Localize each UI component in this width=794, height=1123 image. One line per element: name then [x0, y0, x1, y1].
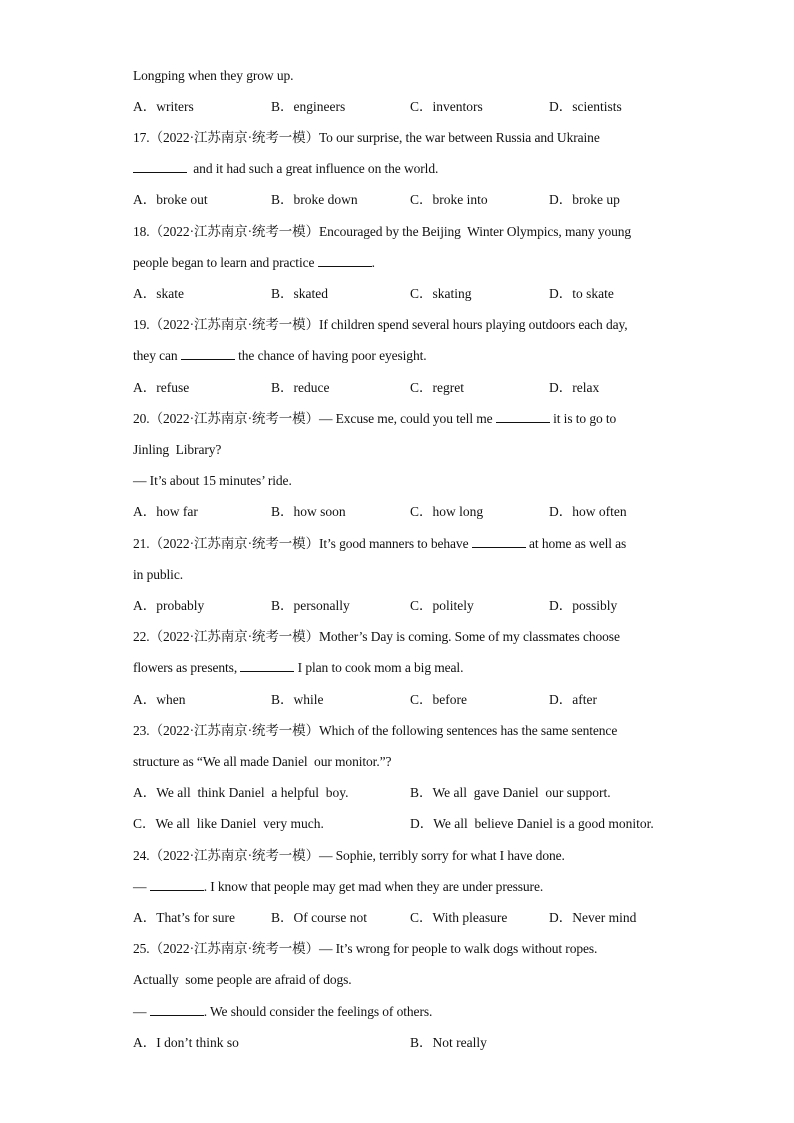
q24-option-c: C．With pleasure [410, 910, 508, 925]
question-19-stem-cont [133, 346, 427, 366]
q21-option-a: A．probably [133, 598, 205, 613]
q22-option-b: B．while [271, 692, 324, 707]
q16-option-b: B．engineers [271, 99, 346, 114]
text-line: 21.（2022·江苏南京·统考一模）It’s good manners to behave [133, 536, 472, 551]
q21-option-c: C．politely [410, 598, 474, 613]
text-line: they can [133, 348, 181, 363]
text-line: in public. [133, 567, 183, 582]
answer-blank [318, 253, 372, 267]
q22-option-d: D．after [549, 692, 597, 707]
q17-option-d: D．broke up [549, 192, 620, 207]
q20-option-d: D．how often [549, 504, 627, 519]
q25-option-b: B．Not really [410, 1035, 487, 1050]
answer-blank [133, 159, 187, 173]
text-line: 23.（2022·江苏南京·统考一模）Which of the following sentences has the same sentence [133, 723, 618, 738]
text-line: . I know that people may get mad when they are under pressure. [203, 879, 544, 894]
answer-blank [181, 346, 235, 360]
question-20-stem-cont [133, 440, 221, 460]
q21-option-d: D．possibly [549, 598, 618, 613]
answer-blank [496, 409, 550, 423]
q23-option-d: D．We all believe Daniel is a good monitor. [410, 816, 654, 831]
text-line: 17.（2022·江苏南京·统考一模）To our surprise, the war between Russia and Ukraine [133, 130, 600, 145]
q19-option-d: D．relax [549, 380, 600, 395]
q19-option-b: B．reduce [271, 380, 330, 395]
q22-option-a: A．when [133, 692, 186, 707]
q16-option-a: A．writers [133, 99, 194, 114]
text-line: Longping when they grow up. [133, 68, 294, 83]
text-line: structure as “We all made Daniel our monitor.”? [133, 754, 392, 769]
q19-option-a: A．refuse [133, 380, 190, 395]
question-21-stem [133, 534, 626, 554]
answer-blank [150, 1002, 204, 1016]
question-21-stem-cont [133, 565, 183, 585]
text-line: 18.（2022·江苏南京·统考一模）Encouraged by the Beijing Winter Olympics, many young [133, 224, 632, 239]
question-17-stem-cont [133, 159, 438, 179]
text-line: Actually some people are afraid of dogs. [133, 972, 352, 987]
question-20-stem [133, 409, 616, 429]
q23-option-c: C．We all like Daniel very much. [133, 816, 324, 831]
text-line: . We should consider the feelings of others. [203, 1004, 433, 1019]
question-25-stem [133, 939, 597, 959]
text-line: and it had such a great influence on the world. [190, 161, 439, 176]
text-line: at home as well as [525, 536, 627, 551]
q24-option-d: D．Never mind [549, 910, 637, 925]
q20-option-c: C．how long [410, 504, 484, 519]
question-25-reply [133, 1002, 432, 1022]
q20-option-a: A．how far [133, 504, 198, 519]
question-17-stem [133, 128, 600, 148]
answer-blank [150, 877, 204, 891]
q18-option-d: D．to skate [549, 286, 614, 301]
text-line: 24.（2022·江苏南京·统考一模）— Sophie, terribly sorry for what I have done. [133, 848, 565, 863]
question-22-stem-cont [133, 658, 463, 678]
q25-option-a: A．I don’t think so [133, 1035, 239, 1050]
question-24-stem [133, 846, 565, 866]
text-line: 19.（2022·江苏南京·统考一模）If children spend several hours playing outdoors each day, [133, 317, 628, 332]
q23-option-a: A．We all think Daniel a helpful boy. [133, 785, 349, 800]
q24-option-a: A．That’s for sure [133, 910, 235, 925]
text-line: Jinling Library? [133, 442, 222, 457]
text-line: — [133, 879, 150, 894]
q22-option-c: C．before [410, 692, 467, 707]
text-line: 22.（2022·江苏南京·统考一模）Mother’s Day is coming. Some of my classmates choose [133, 629, 620, 644]
question-23-stem [133, 721, 617, 741]
question-23-stem-cont [133, 752, 391, 772]
text-line: it is to go to [549, 411, 617, 426]
text-line: . [371, 255, 375, 270]
q17-option-a: A．broke out [133, 192, 208, 207]
q16-option-d: D．scientists [549, 99, 622, 114]
text-line: I plan to cook mom a big meal. [294, 660, 464, 675]
q18-option-a: A．skate [133, 286, 184, 301]
q23-option-b: B．We all gave Daniel our support. [410, 785, 611, 800]
question-18-stem-cont [133, 253, 375, 273]
text-line: — It’s about 15 minutes’ ride. [133, 473, 292, 488]
q17-option-b: B．broke down [271, 192, 358, 207]
question-20-reply [133, 471, 292, 491]
question-19-stem [133, 315, 628, 335]
question-24-reply [133, 877, 543, 897]
question-25-stem-cont [133, 970, 352, 990]
question-22-stem [133, 627, 620, 647]
q18-option-b: B．skated [271, 286, 328, 301]
text-line: the chance of having poor eyesight. [234, 348, 427, 363]
text-line: people began to learn and practice [133, 255, 318, 270]
q17-option-c: C．broke into [410, 192, 488, 207]
q16-option-c: C．inventors [410, 99, 483, 114]
text-line: flowers as presents, [133, 660, 241, 675]
q19-option-c: C．regret [410, 380, 464, 395]
answer-blank [240, 658, 294, 672]
question-18-stem [133, 222, 631, 242]
q20-option-b: B．how soon [271, 504, 346, 519]
q18-option-c: C．skating [410, 286, 472, 301]
question-16-text-tail [133, 66, 293, 86]
q24-option-b: B．Of course not [271, 910, 367, 925]
text-line: 25.（2022·江苏南京·统考一模）— It’s wrong for people to walk dogs without ropes. [133, 941, 598, 956]
q21-option-b: B．personally [271, 598, 350, 613]
answer-blank [472, 534, 526, 548]
text-line: 20.（2022·江苏南京·统考一模）— Excuse me, could you tell me [133, 411, 496, 426]
text-line: — [133, 1004, 150, 1019]
